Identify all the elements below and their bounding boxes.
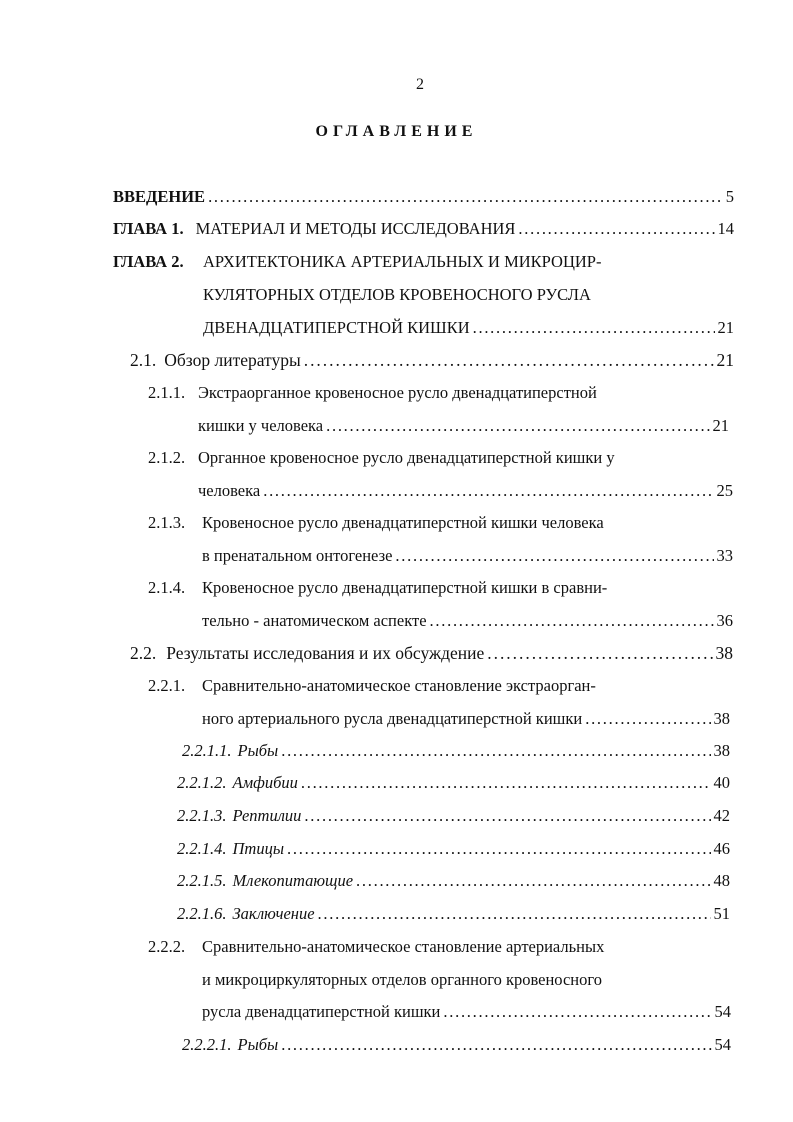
toc-entry-title-line2: тельно - анатомическом аспекте [202,611,427,630]
toc-entry-title-line1[interactable]: Экстраорганное кровеносное русло двенадцатиперстной [198,383,597,402]
leader-dots [395,546,713,566]
toc-section-number: 2.2.1.6. [177,904,227,923]
toc-entry-title-line1[interactable]: Кровеносное русло двенадцатиперстной кишки человека [202,513,604,532]
toc-entry-title: Млекопитающие [232,871,354,890]
toc-section-number: 2.2.1.5. [177,871,227,890]
leader-dots [473,318,715,338]
toc-page-number: 38 [713,741,730,760]
toc-entry-chapter-1[interactable] [113,219,734,239]
toc-entry-introduction[interactable] [113,187,734,207]
leader-dots [518,219,714,239]
toc-page-number: 21 [717,318,734,337]
leader-dots [304,806,710,826]
toc-page-number: 38 [713,709,730,728]
toc-page-number: 51 [713,904,730,923]
toc-page-number: 36 [716,611,733,630]
toc-page-number: 25 [716,481,733,500]
toc-section-number: 2.2.1.1. [182,741,232,760]
leader-dots [263,481,713,501]
toc-section-number: 2.1.2. [148,448,186,467]
toc-entry-2-1[interactable] [130,350,734,371]
toc-entry-chapter-2[interactable] [203,318,734,338]
page-number: 2 [416,76,424,93]
toc-entry-title-line1[interactable]: Органное кровеносное русло двенадцатиперстной кишки у [198,448,615,467]
toc-page-number: 42 [713,806,730,825]
toc-entry-title: Рыбы [237,1035,279,1054]
toc-section-number: 2.1.3. [148,513,186,532]
toc-entry-title: Амфибии [232,773,298,792]
toc-entry-title-line2[interactable]: КУЛЯТОРНЫХ ОТДЕЛОВ КРОВЕНОСНОГО РУСЛА [203,285,591,304]
leader-dots [356,871,710,891]
toc-entry-title: Заключение [232,904,315,923]
toc-entry-2-1-1[interactable] [198,416,729,436]
leader-dots [281,741,710,761]
leader-dots [585,709,710,729]
leader-dots [304,350,714,371]
leader-dots [318,904,711,924]
toc-page-number: 21 [716,350,734,370]
toc-page-number: 54 [714,1035,731,1054]
toc-entry-2-1-2[interactable] [198,481,733,501]
leader-dots [326,416,709,436]
toc-entry-title-line2[interactable]: и микроциркуляторных отделов органного кровеносного [202,970,602,989]
toc-entry-title-line1[interactable]: АРХИТЕКТОНИКА АРТЕРИАЛЬНЫХ И МИКРОЦИР- [203,252,602,271]
toc-section-number: 2.2.1.4. [177,839,227,858]
toc-entry-title-line2: ного артериального русла двенадцатиперстной кишки [202,709,583,728]
toc-entry-title: Рептилии [232,806,302,825]
toc-chapter-label: ГЛАВА 1. [113,219,184,238]
toc-entry-2-1-3[interactable] [202,546,733,566]
toc-heading: ОГЛАВЛЕНИЕ [315,123,478,140]
toc-entry-title-line3: ДВЕНАДЦАТИПЕРСТНОЙ КИШКИ [203,318,470,337]
toc-entry-2-2-1-6[interactable] [177,904,730,924]
toc-entry-title-line2: в пренатальном онтогенезе [202,546,393,565]
toc-entry-2-2-1-4[interactable] [177,839,730,859]
toc-entry-2-2-1[interactable] [202,709,730,729]
toc-entry-title: Результаты исследования и их обсуждение [166,643,485,663]
leader-dots [287,839,710,859]
toc-entry-2-2-1-1[interactable] [182,741,730,761]
toc-entry-title: МАТЕРИАЛ И МЕТОДЫ ИССЛЕДОВАНИЯ [195,219,516,238]
toc-page-number: 5 [725,187,734,206]
toc-entry-title-line2: кишки у человека [198,416,324,435]
toc-section-number: 2.1. [130,350,157,370]
toc-entry-title: Обзор литературы [164,350,301,370]
toc-page-number: 38 [715,643,733,663]
toc-page-number: 40 [713,773,730,792]
toc-entry-2-2-1-5[interactable] [177,871,730,891]
toc-entry-title: Рыбы [237,741,279,760]
toc-page-number: 21 [712,416,729,435]
toc-entry-2-2[interactable] [130,643,733,664]
toc-section-number: 2.1.4. [148,578,186,597]
toc-entry-2-2-1-3[interactable] [177,806,730,826]
toc-section-number: 2.2.1.2. [177,773,227,792]
toc-section-number: 2.2.2.1. [182,1035,232,1054]
toc-page-number: 46 [713,839,730,858]
toc-entry-2-1-4[interactable] [202,611,733,631]
toc-entry-title-line1[interactable]: Кровеносное русло двенадцатиперстной кишки в сравни- [202,578,608,597]
leader-dots [443,1002,711,1022]
toc-page-number: 33 [716,546,733,565]
toc-entry-title-line2: человека [198,481,261,500]
toc-section-number: 2.2.1.3. [177,806,227,825]
toc-entry-2-2-1-2[interactable] [177,773,730,793]
toc-section-number: 2.2.2. [148,937,186,956]
toc-entry-title-line1[interactable]: Сравнительно-анатомическое становление экстраорган- [202,676,596,695]
leader-dots [301,773,711,793]
toc-section-number: 2.1.1. [148,383,186,402]
leader-dots [208,187,723,207]
toc-entry-2-2-2[interactable] [202,1002,731,1022]
toc-entry-title-line1[interactable]: Сравнительно-анатомическое становление артериальных [202,937,605,956]
toc-entry-title-line3: русла двенадцатиперстной кишки [202,1002,441,1021]
toc-page-number: 14 [717,219,734,238]
toc-entry-label: ВВЕДЕНИЕ [113,187,206,206]
toc-entry-title: Птицы [232,839,285,858]
toc-chapter-label: ГЛАВА 2. [113,252,184,271]
toc-page-number: 48 [713,871,730,890]
toc-page-number: 54 [714,1002,731,1021]
toc-section-number: 2.2. [130,643,157,663]
leader-dots [430,611,714,631]
toc-section-number: 2.2.1. [148,676,186,695]
leader-dots [281,1035,711,1055]
leader-dots [487,643,712,664]
toc-entry-2-2-2-1[interactable] [182,1035,731,1055]
